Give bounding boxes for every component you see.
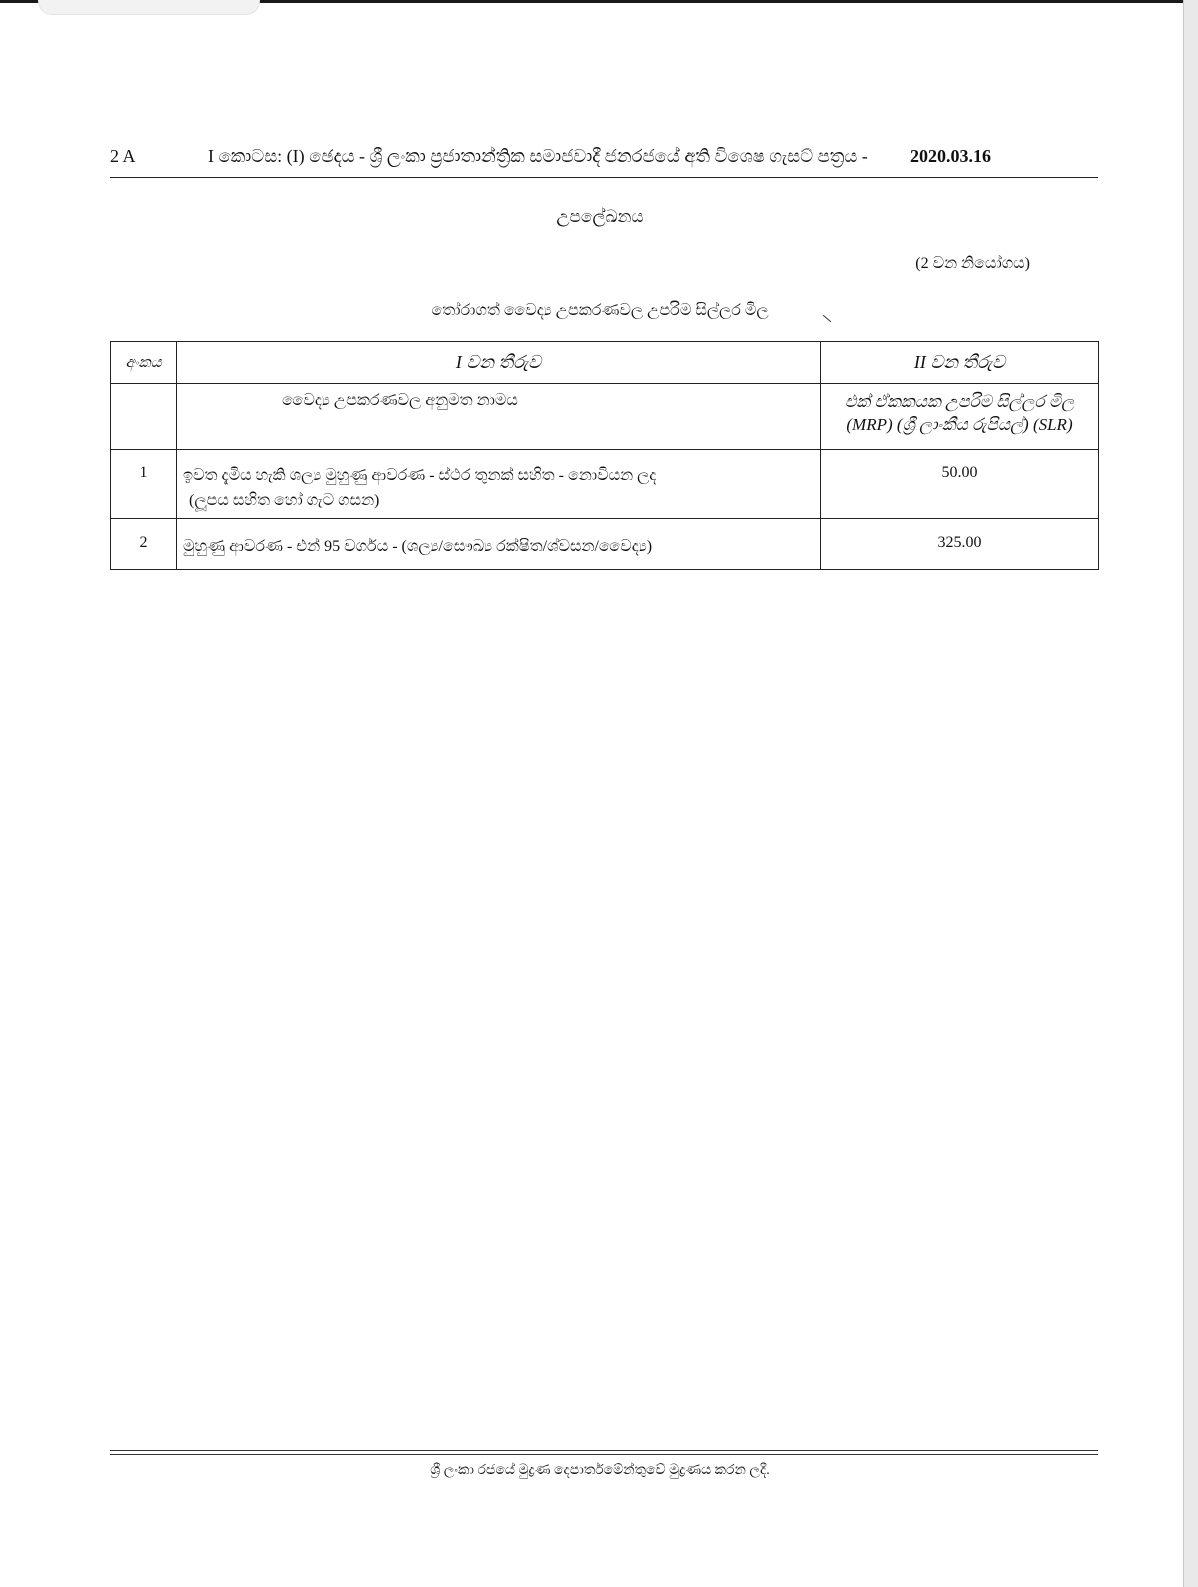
- row-price: 50.00: [941, 464, 978, 481]
- footer-divider-top: [110, 1450, 1098, 1451]
- schedule-title: උපලේඛනය: [556, 207, 644, 226]
- gazette-header: [110, 146, 1098, 172]
- table-row: [111, 519, 1099, 570]
- row-price-cell: [821, 519, 1099, 570]
- approved-name-label: වෛද්‍ය උපකරණවල අනුමත නාමය: [282, 392, 518, 409]
- row-name-line2: (ලූපය සහිත හෝ ගැට ගසන): [189, 492, 380, 509]
- row-price: 325.00: [937, 534, 982, 551]
- row-name-cell: [177, 450, 821, 519]
- table-header-row: [111, 342, 1099, 384]
- row-name: මුහුණු ආවරණ - එන් 95 වර්ගය - (ශල්‍ය/සෞඛ්‍ය රක්ෂිත/ශ්වසන/වෛද්‍ය): [183, 538, 653, 555]
- header-number-label: අංකය: [125, 354, 162, 371]
- price-table: [110, 341, 1099, 570]
- header-column-one: [177, 342, 821, 384]
- row-number-cell: [111, 519, 177, 570]
- table-caption: තෝරාගත් වෛද්‍ය උපකරණවල උපරිම සිල්ලර මිල: [431, 302, 769, 319]
- gazette-date: 2020.03.16: [910, 146, 991, 166]
- regulation-reference: (2 වන නියෝගය): [915, 255, 1030, 272]
- subheader-number-empty: [111, 384, 177, 450]
- row-name-cell: [177, 519, 821, 570]
- scan-right-edge: [1184, 0, 1198, 1587]
- row-name: [177, 450, 820, 513]
- printer-note: ශ්‍රී ලංකා රජයේ මුද්‍රණ දෙපාර්තමේන්තුවේ මුද්‍රණය කරන ලදී.: [430, 1463, 770, 1478]
- row-number: 2: [139, 534, 148, 551]
- header-column-two-label: II වන තීරුව: [913, 352, 1006, 372]
- row-number-cell: [111, 450, 177, 519]
- table-row: [111, 450, 1099, 519]
- table-subheader-row: [111, 384, 1099, 450]
- mrp-label: [821, 384, 1098, 436]
- scan-corner-tab: [38, 0, 260, 15]
- subheader-column-one: [177, 384, 821, 450]
- header-column-one-label: I වන තීරුව: [455, 352, 542, 372]
- header-number: [111, 342, 177, 384]
- mrp-label-line2: (MRP) (ශ්‍රී ලාංකීය රුපියල්) (SLR): [846, 415, 1073, 434]
- header-divider: [110, 177, 1098, 178]
- row-number: 1: [139, 464, 148, 481]
- page-number: 2 A: [110, 146, 136, 166]
- header-column-two: [821, 342, 1099, 384]
- gazette-title: I කොටස: (I) ඡෙදය - ශ්‍රී ලංකා ප්‍රජාතාන්ත්‍රික සමාජවාදී ජනරජයේ අති විශෙෂ ගැසට් පත්‍රය -: [208, 146, 868, 166]
- subheader-column-two: [821, 384, 1099, 450]
- footer-divider-bottom: [110, 1454, 1098, 1455]
- row-name-line1: ඉවත දැමිය හැකි ශල්‍ය මුහුණු ආවරණ - ස්ථර තුනක් සහිත - නොවියන ලද: [183, 467, 657, 484]
- row-price-cell: [821, 450, 1099, 519]
- mrp-label-line1: එක් ඒකකයක උපරිම සිල්ලර මිල: [844, 392, 1075, 411]
